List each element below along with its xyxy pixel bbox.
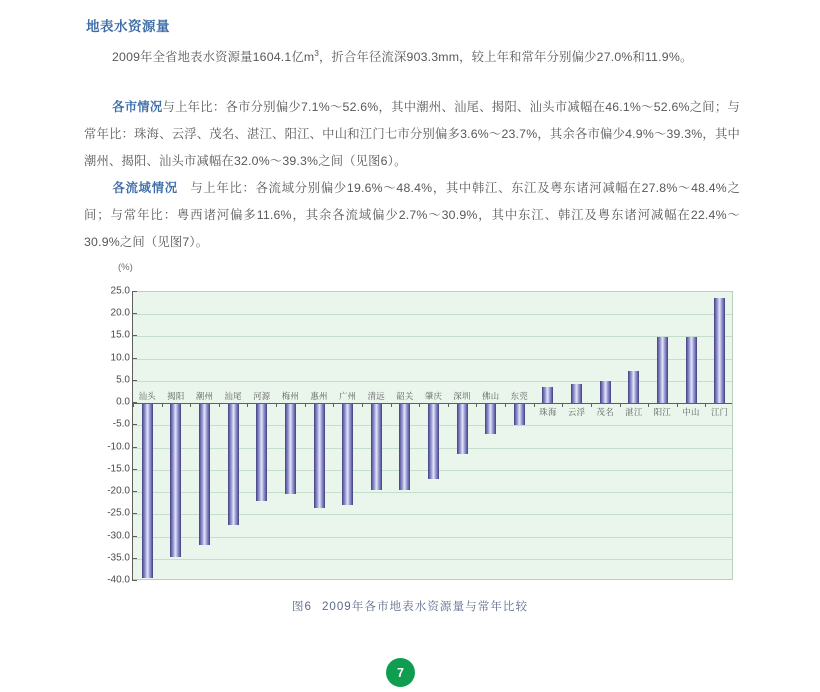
chart-x-tick-mark: [677, 403, 678, 407]
chart-y-tick-mark: [132, 358, 137, 359]
chart-bar: [600, 381, 611, 403]
chart-x-tick-mark: [276, 403, 277, 407]
chart-y-tick-label: -10.0: [107, 441, 130, 453]
chart-y-tick-mark: [132, 380, 137, 381]
chart-gridline: [133, 336, 732, 337]
chart-y-axis: [132, 291, 133, 580]
chart-category-label: 河源: [253, 391, 271, 402]
chart-category-label: 深圳: [453, 391, 471, 402]
figure-caption-text: 2009年各市地表水资源量与常年比较: [321, 600, 529, 613]
chart-y-tick-mark: [132, 447, 137, 448]
chart-x-tick-mark: [476, 403, 477, 407]
chart-y-tick-mark: [132, 491, 137, 492]
chart-unit-label: (%): [118, 262, 133, 273]
chart-bar: [342, 403, 353, 505]
chart-bar: [628, 371, 639, 403]
chart-bar: [371, 403, 382, 490]
chart-x-tick-mark: [305, 403, 306, 407]
chart-y-tick-label: 15.0: [110, 329, 130, 341]
chart-category-label: 梅州: [281, 391, 300, 402]
chart-gridline: [133, 314, 732, 315]
chart-category-label: 广州: [338, 391, 357, 402]
chart-category-label: 茂名: [596, 407, 614, 418]
chart-category-label: 韶关: [396, 391, 414, 402]
superscript-cubic: 3: [314, 49, 320, 58]
chart-bar: [542, 387, 553, 403]
page-number-badge: 7: [386, 658, 415, 687]
chart-y-tick-mark: [132, 335, 137, 336]
chart-zero-line: [133, 403, 732, 404]
chart-x-tick-mark: [219, 403, 220, 407]
chart-y-tick-mark: [132, 558, 137, 559]
chart-x-tick-mark: [362, 403, 363, 407]
chart-x-tick-mark: [591, 403, 592, 407]
chart-gridline: [133, 537, 732, 538]
figure-number: 图6: [291, 600, 312, 613]
chart-category-label: 揭阳: [167, 391, 185, 402]
chart-category-label: 珠海: [539, 407, 557, 418]
chart-gridline: [133, 559, 732, 560]
chart-category-label: 肇庆: [424, 391, 443, 402]
chart-category-label: 阳江: [653, 407, 672, 418]
paragraph-text-basins: 与上年比：各流域分别偏少19.6%～48.4%，其中韩江、东江及粤东诸河减幅在27.8%～48.4%之间；与常年比：粤西诸河偏多11.6%，其余各流域偏少2.7%～30.9%，其中东江、韩江及粤东诸河减幅在22.4%～30.9%之间（见图7）。: [84, 181, 740, 249]
chart-category-label: 潮州: [195, 391, 214, 402]
chart-x-tick-mark: [505, 403, 506, 407]
chart-bar: [142, 403, 153, 578]
chart-bar: [571, 384, 582, 403]
chart-y-tick-mark: [132, 424, 137, 425]
section-title: 地表水资源量: [86, 19, 170, 34]
chart-category-label: 汕头: [138, 391, 156, 402]
chart-x-tick-mark: [705, 403, 706, 407]
paragraph-lead-cities: 各市情况: [112, 100, 163, 114]
chart-y-tick-label: -40.0: [107, 574, 130, 586]
chart-bar: [170, 403, 181, 556]
chart-category-label: 清远: [367, 391, 385, 402]
chart-gridline: [133, 381, 732, 382]
chart-y-tick-label: 20.0: [110, 307, 130, 319]
chart-bar: [657, 337, 668, 403]
chart-bar: [285, 403, 296, 494]
chart-x-tick-mark: [133, 403, 134, 407]
chart-x-tick-mark: [391, 403, 392, 407]
chart-y-tick-label: 25.0: [110, 285, 130, 297]
chart-y-tick-mark: [132, 513, 137, 514]
chart-category-label: 惠州: [310, 391, 328, 402]
chart-category-label: 汕尾: [224, 391, 242, 402]
chart-gridline: [133, 359, 732, 360]
chart-plot-area: [132, 291, 733, 580]
figure-caption: [0, 598, 820, 614]
paragraph-cities: [84, 94, 740, 175]
chart-category-label: 江门: [711, 407, 729, 418]
chart-gridline: [133, 514, 732, 515]
chart-x-tick-mark: [648, 403, 649, 407]
chart-x-tick-mark: [162, 403, 163, 407]
chart-y-tick-mark: [132, 291, 137, 292]
chart-category-label: 中山: [682, 407, 700, 418]
chart-y-tick-label: -20.0: [107, 485, 130, 497]
chart-gridline: [133, 492, 732, 493]
chart-bar: [228, 403, 239, 525]
chart-bar: [457, 403, 468, 454]
paragraph-text-cities: 与上年比：各市分别偏少7.1%～52.6%，其中潮州、汕尾、揭阳、汕头市减幅在46.1%～52.6%之间；与常年比：珠海、云浮、茂名、湛江、阳江、中山和江门七市分别偏多3.6%～23.7%，其余各市偏少4.9%～39.3%，其中潮州、揭阳、汕头市减幅在32.0%～39.3%之间（见图6）。: [84, 100, 740, 168]
chart-bar: [314, 403, 325, 507]
chart-bar: [199, 403, 210, 545]
chart-x-tick-mark: [620, 403, 621, 407]
chart-x-tick-mark: [448, 403, 449, 407]
chart-y-tick-label: 10.0: [110, 352, 130, 364]
chart-y-tick-label: -15.0: [107, 463, 130, 475]
chart-x-tick-mark: [534, 403, 535, 407]
paragraph-text-a: 2009年全省地表水资源量1604.1亿m: [112, 50, 315, 65]
paragraph-lead-basins: 各流域情况: [112, 181, 178, 195]
paragraph-basins: [84, 175, 740, 256]
chart-y-tick-mark: [132, 402, 137, 403]
chart-y-tick-label: 0.0: [116, 396, 130, 408]
chart-bar: [256, 403, 267, 501]
chart-x-tick-mark: [247, 403, 248, 407]
chart-y-tick-label: -25.0: [107, 507, 130, 519]
chart-y-tick-mark: [132, 536, 137, 537]
chart-x-tick-mark: [333, 403, 334, 407]
chart-category-label: 湛江: [625, 407, 643, 418]
chart-bar: [428, 403, 439, 479]
paragraph-text-b: ，折合年径流深903.3mm，较上年和常年分别偏少27.0%和11.9%。: [319, 50, 693, 65]
chart-bar: [714, 298, 725, 403]
bar-chart: [96, 262, 744, 592]
chart-y-tick-labels: [96, 285, 130, 586]
chart-category-label: 佛山: [482, 391, 500, 402]
chart-y-tick-mark: [132, 580, 137, 581]
chart-category-label: 东莞: [510, 391, 529, 402]
chart-y-tick-label: 5.0: [116, 374, 130, 386]
chart-y-tick-mark: [132, 469, 137, 470]
chart-bar: [514, 403, 525, 425]
chart-y-tick-label: -35.0: [107, 552, 130, 564]
chart-x-tick-mark: [190, 403, 191, 407]
chart-bar: [399, 403, 410, 490]
chart-x-tick-mark: [562, 403, 563, 407]
chart-category-label: 云浮: [567, 407, 586, 418]
chart-y-tick-label: -30.0: [107, 530, 130, 542]
chart-bar: [686, 337, 697, 403]
chart-bar: [485, 403, 496, 434]
chart-y-tick-label: -5.0: [112, 418, 130, 430]
chart-x-tick-mark: [419, 403, 420, 407]
chart-y-tick-mark: [132, 313, 137, 314]
paragraph-overview: [84, 40, 740, 71]
